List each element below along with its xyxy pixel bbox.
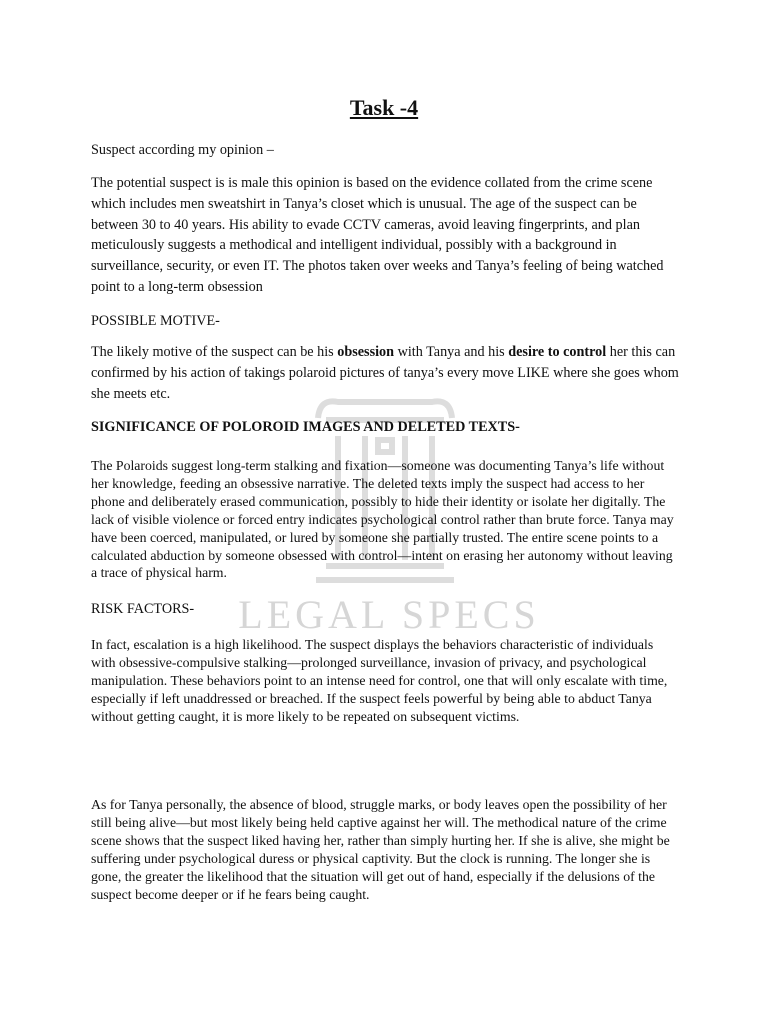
- significance-paragraph: The Polaroids suggest long-term stalking and fixation—someone was documenting Tanya’s life without her knowledge, feeding an obsessive narrative. The deleted texts imply the suspect had access to her phone and deliberately erased communication, possibly to hide their identity or isolate her digitally. The lack of visible violence or forced entry indicates psychological control rather than brute force. Tanya may have been coerced, manipulated, or lured by someone she partially trusted. The entire scene points to a calculated abduction by someone obsessed with control—intent on erasing her autonomy without leaving a trace of physical harm.: [91, 458, 674, 581]
- tanya-paragraph: As for Tanya personally, the absence of blood, struggle marks, or body leaves open the possibility of her still being alive—but most likely being held captive against her will. The methodical nature of the crime scene shows that the suspect liked having her, rather than simply hurting her. If she is alive, she might be suffering under psychological duress or physical captivity. But the clock is running. The longer she is gone, the greater the likelihood that the situation will get out of hand, especially if the delusions of the suspect become deeper or if he fears being caught.: [91, 797, 670, 902]
- motive-text-3: her this can confirmed by his action of takings polaroid pictures of tanya’s every move LIKE where she goes whom she meets etc.: [91, 344, 679, 402]
- motive-bold-control: desire to control: [508, 344, 607, 360]
- significance-heading: SIGNIFICANCE OF POLOROID IMAGES AND DELETED TEXTS-: [91, 419, 520, 435]
- motive-paragraph: [91, 342, 681, 404]
- risk-paragraph: In fact, escalation is a high likelihood. The suspect displays the behaviors characteristic of individuals with obsessive-compulsive stalking—prolonged surveillance, invasion of privacy, and psychological manipulation. These behaviors point to an intense need for control, one that will only escalate with time, especially if left unaddressed or breached. If the suspect feels powerful by being able to abduct Tanya without getting caught, it is more likely to be repeated on subsequent victims.: [91, 637, 668, 724]
- page-title: Task -4: [349, 95, 419, 120]
- motive-heading: POSSIBLE MOTIVE-: [91, 313, 220, 329]
- motive-text-2: with Tanya and his: [394, 344, 509, 360]
- motive-text-1: The likely motive of the suspect can be his: [91, 344, 338, 360]
- suspect-paragraph: The potential suspect is is male this opinion is based on the evidence collated from the crime scene which includes men sweatshirt in Tanya’s closet which is unusual. The age of the suspect can be between 30 to 40 years. His ability to evade CCTV cameras, avoid leaving fingerprints, and plan meticulously suggests a methodical and intelligent individual, possibly with a background in surveillance, security, or even IT. The photos taken over weeks and Tanya’s feeling of being watched point to a long-term obsession: [91, 175, 664, 295]
- intro-line: Suspect according my opinion –: [91, 142, 274, 158]
- risk-heading: RISK FACTORS-: [91, 601, 195, 617]
- motive-bold-obsession: obsession: [337, 344, 395, 360]
- watermark-text: LEGAL SPECS: [238, 592, 540, 637]
